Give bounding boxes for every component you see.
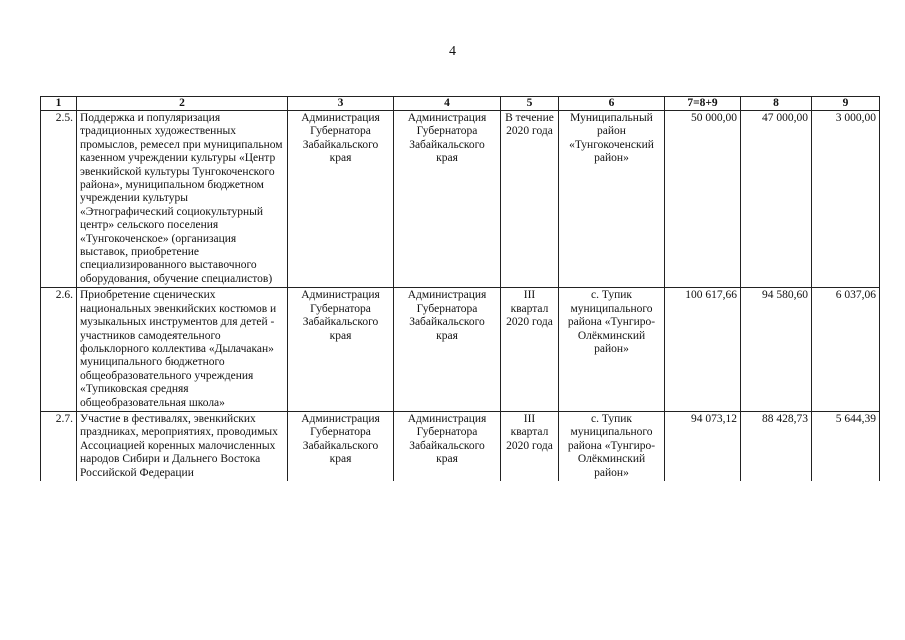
- location: с. Тупик муниципального района «Тунгиро-Олёкминский район»: [559, 288, 665, 412]
- header-col-5: 5: [501, 97, 559, 111]
- row-number: 2.7.: [41, 411, 77, 481]
- header-row: [41, 97, 880, 111]
- responsible-executor: Администрация Губернатора Забайкальского края: [288, 411, 394, 481]
- amount-col-8: 47 000,00: [741, 111, 812, 288]
- responsible-executor: Администрация Губернатора Забайкальского края: [288, 288, 394, 412]
- location: с. Тупик муниципального района «Тунгиро-Олёкминский район»: [559, 411, 665, 481]
- responsible-executor: Администрация Губернатора Забайкальского края: [288, 111, 394, 288]
- header-col-4: 4: [394, 97, 501, 111]
- table-row: [41, 288, 880, 412]
- amount-col-8: 94 580,60: [741, 288, 812, 412]
- total-amount: 94 073,12: [665, 411, 741, 481]
- deadline: В течение 2020 года: [501, 111, 559, 288]
- header-col-9: 9: [812, 97, 880, 111]
- total-amount: 100 617,66: [665, 288, 741, 412]
- funds-recipient: Администрация Губернатора Забайкальского края: [394, 288, 501, 412]
- amount-col-8: 88 428,73: [741, 411, 812, 481]
- funds-recipient: Администрация Губернатора Забайкальского края: [394, 111, 501, 288]
- header-col-7: 7=8+9: [665, 97, 741, 111]
- activity-description: Приобретение сценических национальных эвенкийских костюмов и музыкальных инструментов для детей - участников самодеятельного фольклорного коллектива «Дылачакан» муниципального бюджетного общеобразовательного учреждения «Тупиковская средняя общеобразовательная школа»: [77, 288, 288, 412]
- table-row: [41, 111, 880, 288]
- row-number: 2.5.: [41, 111, 77, 288]
- row-number: 2.6.: [41, 288, 77, 412]
- location: Муниципальный район «Тунгокоченский район»: [559, 111, 665, 288]
- table-row: [41, 411, 880, 481]
- header-col-6: 6: [559, 97, 665, 111]
- program-table: [40, 96, 880, 481]
- total-amount: 50 000,00: [665, 111, 741, 288]
- funds-recipient: Администрация Губернатора Забайкальского края: [394, 411, 501, 481]
- page-number: 4: [449, 44, 456, 59]
- header-col-3: 3: [288, 97, 394, 111]
- header-col-2: 2: [77, 97, 288, 111]
- amount-col-9: 5 644,39: [812, 411, 880, 481]
- deadline: III квартал 2020 года: [501, 411, 559, 481]
- activity-description: Участие в фестивалях, эвенкийских праздниках, мероприятиях, проводимых Ассоциацией коренных малочисленных народов Сибири и Дальнего Востока Российской Федерации: [77, 411, 288, 481]
- deadline: III квартал 2020 года: [501, 288, 559, 412]
- amount-col-9: 6 037,06: [812, 288, 880, 412]
- activity-description: Поддержка и популяризация традиционных художественных промыслов, ремесел при муниципальном казенном учреждении культуры «Центр эвенкийской культуры Тунгокоченского района», муниципальном бюджетном учреждении культуры «Этнографический социокультурный центр» сельского поселения «Тунгокоченское» (организация выставок, приобретение специализированного выставочного оборудования, обучение специалистов): [77, 111, 288, 288]
- amount-col-9: 3 000,00: [812, 111, 880, 288]
- header-col-1: 1: [41, 97, 77, 111]
- header-col-8: 8: [741, 97, 812, 111]
